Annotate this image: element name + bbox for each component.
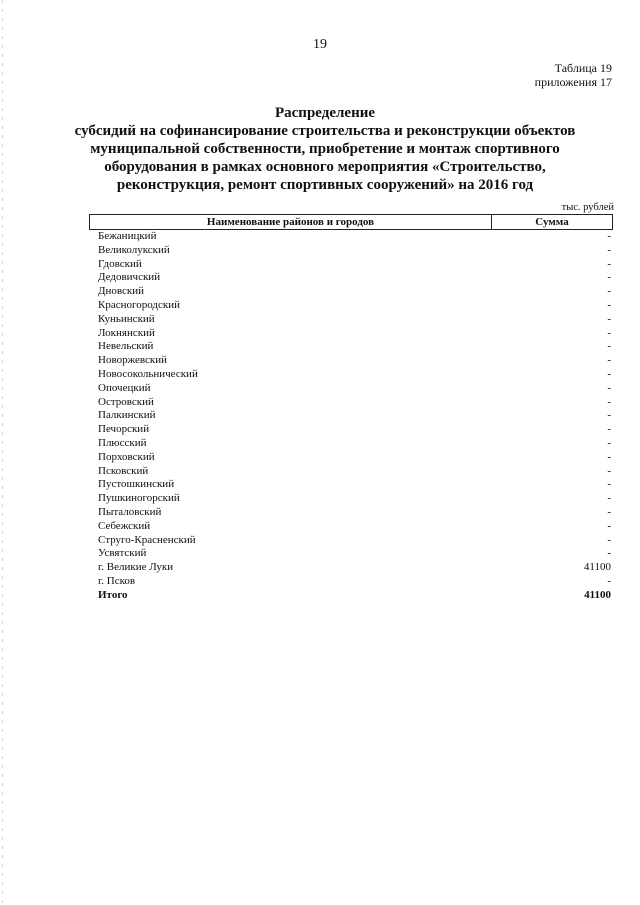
district-sum: - (607, 505, 611, 518)
table-reference (535, 61, 612, 89)
table-row (89, 465, 613, 479)
table-row (89, 520, 613, 534)
scan-margin-line (2, 0, 3, 905)
district-name: Куньинский (98, 312, 155, 325)
table-row (89, 354, 613, 368)
district-sum: - (607, 492, 611, 505)
table-row (89, 340, 613, 354)
table-row (89, 506, 613, 520)
district-sum: - (607, 450, 611, 463)
units-label: тыс. рублей (561, 202, 614, 213)
table-row (89, 423, 613, 437)
title-line-5: реконструкция, ремонт спортивных сооружений» на 2016 год (116, 177, 534, 193)
table-header (89, 214, 613, 230)
district-name: Островский (98, 395, 154, 408)
district-sum: - (607, 547, 611, 560)
district-name: г. Великие Луки (98, 561, 174, 574)
table-row (89, 244, 613, 258)
district-sum: - (607, 436, 611, 449)
district-sum: - (607, 257, 611, 270)
table-row (89, 478, 613, 492)
district-sum: - (607, 409, 611, 422)
district-name: г. Псков (98, 574, 136, 587)
title-line-2: субсидий на софинансирование строительства и реконструкции объектов (74, 123, 576, 139)
district-sum: - (607, 230, 611, 242)
district-sum: - (607, 340, 611, 353)
district-name: Дедовичский (98, 271, 161, 284)
district-name: Красногородский (98, 298, 181, 311)
title-line-3: муниципальной собственности, приобретение и монтаж спортивного (90, 141, 560, 157)
district-sum: - (607, 285, 611, 298)
subsidy-table (89, 214, 613, 603)
district-name: Себежский (98, 519, 151, 532)
table-row (89, 299, 613, 313)
document-title (60, 104, 590, 194)
table-reference-line-2: приложения 17 (534, 75, 612, 89)
district-name: Локнянский (98, 326, 155, 339)
district-sum: - (607, 243, 611, 256)
table-row (89, 382, 613, 396)
district-name: Новосокольнический (98, 367, 198, 380)
district-sum: - (607, 381, 611, 394)
district-sum: - (607, 312, 611, 325)
table-row (89, 409, 613, 423)
district-sum: - (607, 326, 611, 339)
table-row (89, 437, 613, 451)
district-sum: - (607, 519, 611, 532)
district-name: Порховский (98, 450, 155, 463)
table-reference-line-1: Таблица 19 (554, 61, 612, 75)
district-name: Пыталовский (98, 505, 162, 518)
table-row (89, 561, 613, 575)
district-name: Пустошкинский (98, 478, 175, 491)
district-sum: - (607, 533, 611, 546)
table-row (89, 327, 613, 341)
table-row (89, 313, 613, 327)
table-row (89, 451, 613, 465)
district-name: Бежаницкий (98, 230, 157, 242)
district-sum: - (607, 464, 611, 477)
page-number: 19 (313, 37, 327, 52)
title-line-1: Распределение (274, 105, 376, 121)
district-name: Новоржевский (98, 354, 168, 367)
district-name: Дновский (98, 285, 145, 298)
district-name: Усвятский (98, 547, 147, 560)
district-name: Плюсский (98, 436, 147, 449)
district-name: Гдовский (98, 257, 142, 270)
district-sum: 41100 (583, 561, 611, 574)
district-name: Невельский (98, 340, 154, 353)
total-label: Итого (98, 588, 128, 601)
district-name: Палкинский (98, 409, 156, 422)
district-sum: - (607, 574, 611, 587)
table-row (89, 285, 613, 299)
header-sum: Сумма (535, 216, 569, 228)
district-name: Опочецкий (98, 381, 151, 394)
table-row (89, 230, 613, 244)
table-row (89, 396, 613, 410)
district-name: Псковский (98, 464, 149, 477)
table-body (89, 230, 613, 589)
total-sum: 41100 (584, 588, 611, 601)
district-name: Пушкиногорский (98, 492, 180, 505)
table-row (89, 258, 613, 272)
district-sum: - (607, 367, 611, 380)
district-sum: - (607, 395, 611, 408)
district-name: Великолукский (98, 243, 170, 256)
district-sum: - (607, 478, 611, 491)
header-name: Наименование районов и городов (90, 215, 492, 229)
district-sum: - (607, 271, 611, 284)
table-total-row (89, 589, 613, 603)
district-sum: - (607, 354, 611, 367)
district-sum: - (607, 298, 611, 311)
district-name: Печорский (98, 423, 150, 436)
title-line-4: оборудования в рамках основного мероприятия «Строительство, (104, 159, 546, 175)
table-row (89, 534, 613, 548)
table-row (89, 492, 613, 506)
table-row (89, 575, 613, 589)
district-name: Струго-Красненский (98, 533, 196, 546)
table-row (89, 271, 613, 285)
table-row (89, 368, 613, 382)
district-sum: - (607, 423, 611, 436)
table-row (89, 547, 613, 561)
